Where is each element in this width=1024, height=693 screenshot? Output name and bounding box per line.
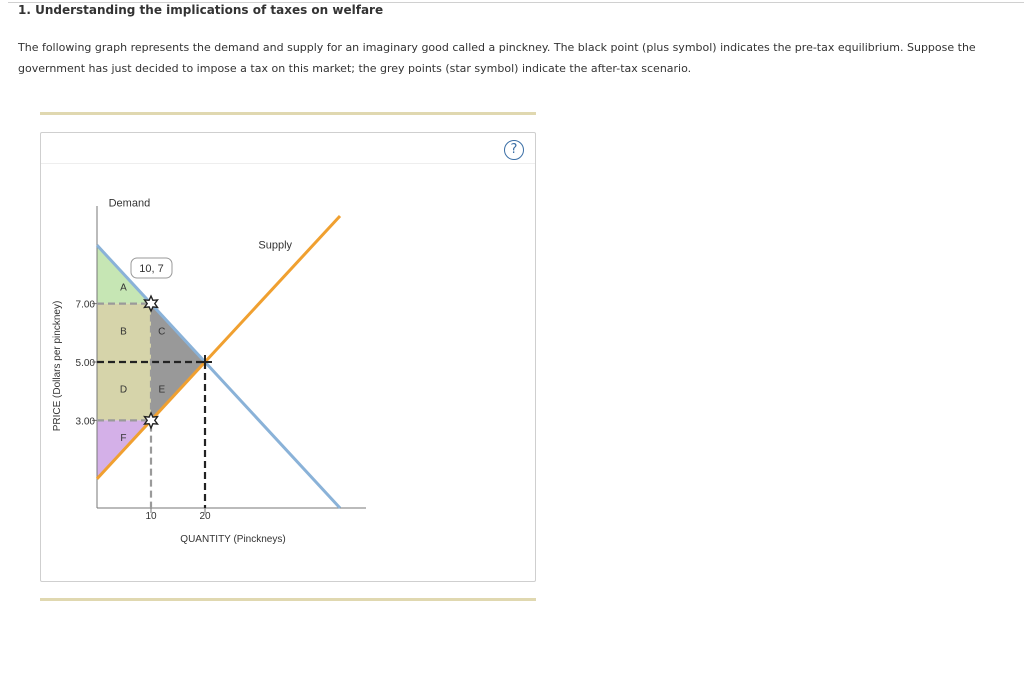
x-tick-label: 20 bbox=[199, 511, 211, 522]
help-icon[interactable]: ? bbox=[504, 140, 524, 160]
demand-label: Demand bbox=[108, 197, 151, 210]
supply-label: Supply bbox=[258, 239, 293, 252]
region-label-b: B bbox=[120, 326, 127, 338]
tooltip-text: 10, 7 bbox=[139, 263, 164, 275]
y-axis-label: PRICE (Dollars per pinckney) bbox=[52, 300, 63, 432]
y-tick-label: 3.00 bbox=[75, 416, 95, 428]
region-label-a: A bbox=[120, 282, 127, 294]
region-label-e: E bbox=[158, 384, 166, 396]
y-tick-label: 7.00 bbox=[75, 299, 95, 311]
x-axis-label: QUANTITY (Pinckneys) bbox=[180, 534, 286, 545]
region-label-d: D bbox=[119, 384, 128, 396]
question-title: 1. Understanding the implications of taxes on welfare bbox=[18, 3, 384, 17]
y-tick-label: 5.00 bbox=[75, 358, 95, 369]
region-label-f: F bbox=[120, 432, 127, 444]
region-label-c: C bbox=[158, 326, 166, 338]
x-tick-label: 10 bbox=[145, 511, 157, 522]
question-text: The following graph represents the demand and supply for an imaginary good called a pinckney. The black point (plus symbol) indicates the pre-tax equilibrium. Suppose the government has just decided to impose a tax on this market; the grey points (star symbol) indicate the after-tax scenario. bbox=[18, 41, 976, 75]
